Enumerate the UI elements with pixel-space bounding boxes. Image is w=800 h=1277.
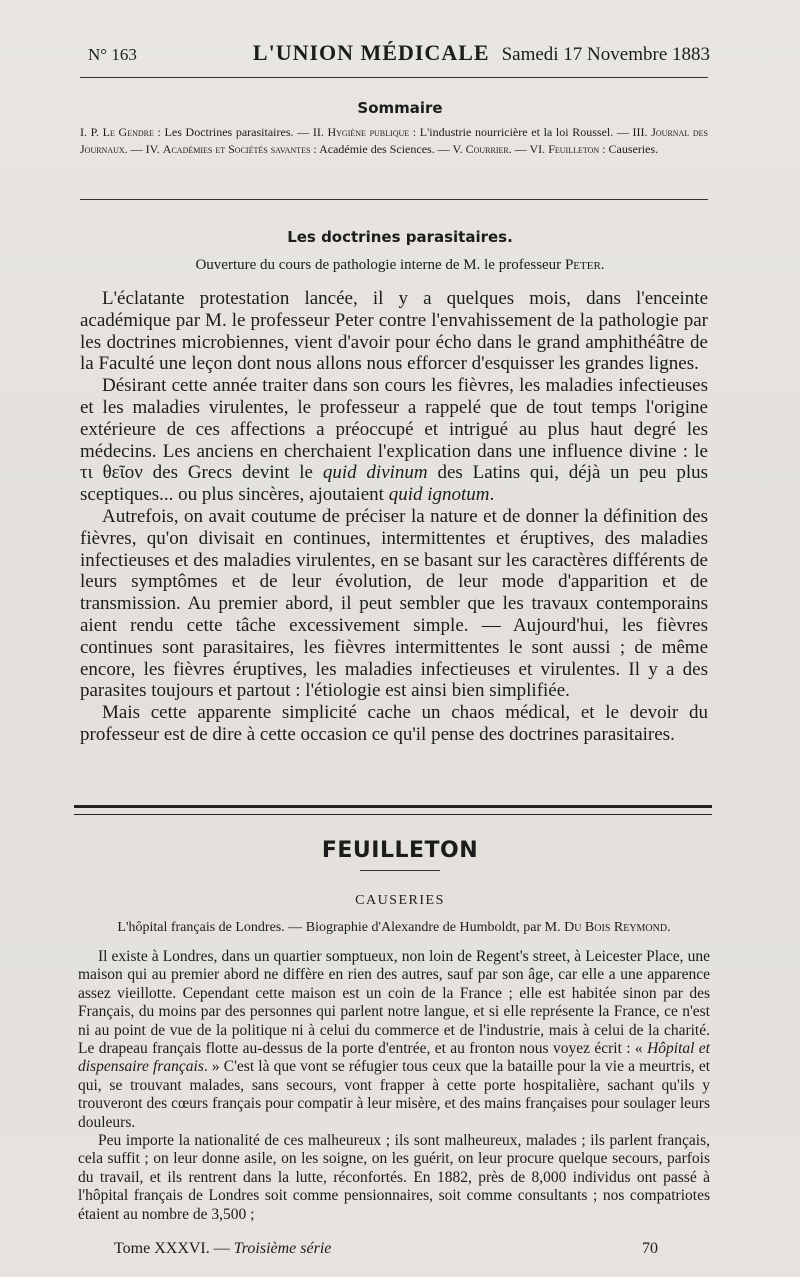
sommaire-iv-text: : Académie des Sciences. — V. xyxy=(310,142,466,156)
sommaire-title: Sommaire xyxy=(357,99,443,117)
p2-text-b: des Grecs devint le xyxy=(142,462,323,484)
sommaire-ii-head: Hygiène publique xyxy=(327,125,410,139)
article-subtitle-end: . xyxy=(600,257,605,273)
journal-title: L'UNION MÉDICALE xyxy=(252,40,490,65)
causeries-subtitle xyxy=(78,920,710,936)
p2-greek: τι θεῖον xyxy=(80,462,143,484)
article-paragraph-2 xyxy=(80,375,708,506)
causeries-subtitle-end: . xyxy=(667,920,671,935)
issue-date: Samedi 17 Novembre 1883 xyxy=(501,44,710,65)
causeries-subtitle-name: Du Bois Reymond xyxy=(564,920,668,935)
p2-italic-2: quid ignotum xyxy=(388,484,490,506)
sommaire-body xyxy=(80,124,708,158)
p2-text-a: Désirant cette année traiter dans son cours les fièvres, les maladies infectieuses et les maladies virulentes, le professeur a rappelé que de tout temps l'origine extérieure de ces affections a préoccupé et intrigué au plus haut degré les médecins. Les anciens en cherchaient l'explication dans une influence divine : le xyxy=(80,375,708,462)
p2-italic-1: quid divinum xyxy=(322,462,428,484)
causeries-heading: CAUSERIES xyxy=(355,893,445,908)
sommaire-rule xyxy=(80,199,708,200)
sommaire-iv-head: Académies et Sociétés savantes xyxy=(162,142,311,156)
footer-tome xyxy=(114,1240,331,1258)
footer-tome-text: Tome XXXVI. — xyxy=(114,1240,234,1257)
sommaire-iii-head: Journal des Journaux xyxy=(80,125,708,156)
article-paragraph-3: Autrefois, on avait coutume de préciser la nature et de donner la définition des fièvres, qu'on divisait en continues, intermittentes et éruptives, des maladies infectieuses et des maladies virulentes, en se basant sur les caractères différents de leurs symptômes et de leur évolution, de leur mode d'apparition et de transmission. Au premier abord, il peut sembler que les travaux contemporains aient rendu cette tâche excessivement simple. — Aujourd'hui, les fièvres continues sont parasitaires, les fièvres intermittentes le sont aussi ; de même encore, les fièvres éruptives, les maladies infectieuses et virulentes. Il y a des parasites toujours et partout : l'étiologie est ainsi bien simplifiée. xyxy=(80,505,708,702)
feuilleton-paragraph-2: Peu importe la nationalité de ces malheureux ; ils sont malheureux, malades ; ils parlent français, cela suffit ; on leur donne asile, on les soigne, on les guérit, on leur procure quelque secours, parfois du travail, et ils rentrent dans la lutte, réconfortés. En 1882, près de 8,000 individus ont passé à l'hôpital français de Londres soit comme pensionnaires, soit comme consultants ; nos compatriotes étaient au nombre de 3,500 ; xyxy=(78,1132,710,1223)
fp1-text-a: Il existe à Londres, dans un quartier somptueux, non loin de Regent's street, à Leicester Place, une maison qui au premier abord ne diffère en rien des autres, sauf par son âge, car elle a une apparence assez vieillotte. Cependant cette maison est un coin de la France ; elle est habitée sinon par des Français, du moins par des personnes qui parlent notre langue, et si elle représente la France, ce n'est ni au point de vue de la politique ni à celui du commerce et de l'industrie, mais à celui de la charité. Le drapeau français flotte au-dessus de la porte d'entrée, et au fronton nous voyez écrit : « xyxy=(78,948,710,1058)
masthead xyxy=(88,40,710,74)
feuilleton-title-rule xyxy=(360,870,440,871)
sommaire-vi-text: : Causeries. xyxy=(599,142,659,156)
p2-text-c: des Latins qui, déjà un peu plus sceptiques... ou plus sincères, ajoutaient xyxy=(80,462,708,506)
sommaire-i-author: Le Gendre xyxy=(102,125,154,139)
sommaire-i-label: I. P. xyxy=(80,125,103,139)
issue-number: N° 163 xyxy=(88,45,137,64)
sommaire-i-text: : Les Doctrines parasitaires. — II. xyxy=(153,125,328,139)
sommaire-iii-text: . — IV. xyxy=(124,142,163,156)
feuilleton-title: FEUILLETON xyxy=(321,838,479,863)
page-footer xyxy=(114,1240,658,1258)
feuilleton-separator xyxy=(74,805,712,815)
sommaire-v-head: Courrier xyxy=(465,142,509,156)
article-subtitle-name: Peter xyxy=(564,257,601,273)
article-title: Les doctrines parasitaires. xyxy=(287,228,513,246)
article-subtitle xyxy=(0,257,800,274)
masthead-rule xyxy=(80,77,708,78)
article-subtitle-text: Ouverture du cours de pathologie interne de M. le professeur xyxy=(195,257,565,273)
sommaire-ii-text: : L'industrie nourricière et la loi Roussel. — III. xyxy=(409,125,652,139)
sommaire-v-text: . — VI. xyxy=(508,142,549,156)
fp1-italic: Hôpital et dispensaire français xyxy=(78,1040,710,1076)
causeries-subtitle-text: L'hôpital français de Londres. — Biographie d'Alexandre de Humboldt, par M. xyxy=(117,920,565,935)
fp1-text-b: . » C'est là que vont se réfugier tous ceux que la bataille pour la vie a meurtris, et qui, se trouvant malades, sans secours, vont frapper à cette porte hospitalière, sachant qu'ils y trouveront des cœurs français pour compatir à leur misère, et des mains françaises pour soulager leurs douleurs. xyxy=(78,1058,711,1131)
feuilleton-body xyxy=(78,948,710,1224)
sommaire-vi-head: Feuilleton xyxy=(548,142,600,156)
article-paragraph-4: Mais cette apparente simplicité cache un chaos médical, et le devoir du professeur est de dire à cette occasion ce qu'il pense des doctrines parasitaires. xyxy=(80,702,708,745)
article-body xyxy=(80,288,708,746)
p2-text-d: . xyxy=(489,484,495,506)
article-paragraph-1: L'éclatante protestation lancée, il y a quelques mois, dans l'enceinte académique par M. le professeur Peter contre l'envahissement de la pathologie par les doctrines microbiennes, vient d'avoir pour écho dans le grand amphithéâtre de la Faculté une leçon dont nous allons nous efforcer d'esquisser les grandes lignes. xyxy=(80,288,708,375)
page-number: 70 xyxy=(642,1240,658,1257)
feuilleton-paragraph-1 xyxy=(78,948,710,1132)
footer-serie: Troisième série xyxy=(233,1240,332,1257)
